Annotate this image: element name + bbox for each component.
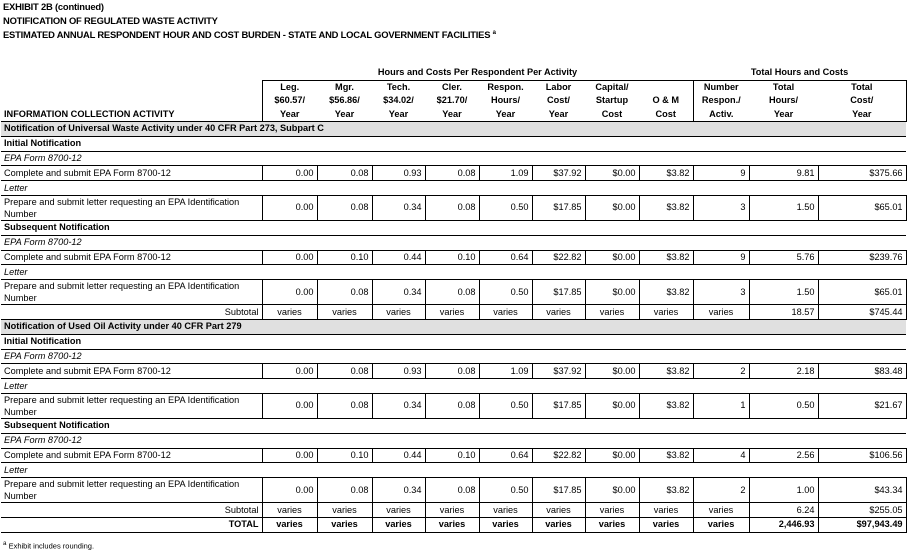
subheading-row — [1, 418, 906, 433]
cell-total-cost: $83.48 — [818, 364, 906, 379]
table-row — [1, 166, 906, 181]
cell-total-cost: $43.34 — [818, 478, 906, 503]
cell-mgr: 0.08 — [317, 478, 372, 503]
cell-total-hours: 2.56 — [749, 448, 818, 463]
column-header-number: Number — [693, 80, 749, 94]
cell-labor: $17.85 — [532, 478, 585, 503]
exhibit-label: EXHIBIT 2B (continued) — [3, 1, 104, 12]
column-header-number: Activ. — [693, 108, 749, 122]
title-footnote-marker: a — [492, 29, 496, 36]
column-header-mgr: $56.86/ — [329, 95, 360, 106]
table-row — [1, 280, 906, 305]
activity-label: Complete and submit EPA Form 8700-12 — [1, 166, 262, 181]
column-header-cler: $21.70/ — [436, 95, 468, 106]
column-header-row — [1, 108, 906, 122]
cell-mgr: varies — [317, 517, 372, 532]
subtotal-label: Subtotal — [1, 503, 262, 518]
cell-cler: varies — [425, 503, 479, 518]
cell-tech: 0.93 — [372, 364, 425, 379]
cell-cler: 0.08 — [425, 280, 479, 305]
table-title — [3, 29, 496, 40]
column-header-tech: Tech. — [386, 81, 411, 92]
cell-leg: 0.00 — [262, 364, 317, 379]
column-header-labor: Year — [548, 108, 569, 119]
column-header-om: O & M — [639, 94, 693, 108]
form-type-row — [1, 433, 906, 448]
column-header-blank — [1, 80, 262, 94]
activity-label: Prepare and submit letter requesting an EPA Identification Number — [1, 478, 262, 503]
section-title: Notification of Universal Waste Activity under 40 CFR Part 273, Subpart C — [1, 122, 906, 137]
cell-tech: varies — [372, 517, 425, 532]
form-type-row — [1, 181, 906, 196]
cell-om: $3.82 — [639, 478, 693, 503]
cell-labor: $22.82 — [532, 250, 585, 265]
cell-leg: 0.00 — [262, 250, 317, 265]
table-row — [1, 250, 906, 265]
column-header-number: Respon./ — [693, 94, 749, 108]
column-header-total-cost: Year — [818, 108, 906, 122]
cell-labor: $37.92 — [532, 166, 585, 181]
activity-label: Complete and submit EPA Form 8700-12 — [1, 364, 262, 379]
form-type-label: EPA Form 8700-12 — [1, 433, 906, 448]
totals-group-header: Total Hours and Costs — [693, 66, 906, 80]
cell-total-hours: 9.81 — [749, 166, 818, 181]
section-header-row — [1, 319, 906, 334]
cell-respon: 0.50 — [479, 393, 532, 418]
column-header-leg: $60.57/ — [262, 94, 317, 108]
notification-subheading: Subsequent Notification — [1, 220, 906, 235]
column-header-om: Cost — [639, 108, 693, 122]
cell-cler: 0.10 — [425, 448, 479, 463]
cell-mgr: varies — [317, 305, 372, 320]
activity-label: Complete and submit EPA Form 8700-12 — [1, 448, 262, 463]
form-type-label: Letter — [1, 181, 906, 196]
cell-cler: 0.08 — [425, 364, 479, 379]
cell-respon: 1.09 — [479, 166, 532, 181]
cell-mgr: 0.10 — [317, 448, 372, 463]
column-header-row — [1, 80, 906, 94]
cell-total-hours: 1.00 — [749, 478, 818, 503]
column-header-total-hours: Total — [772, 81, 795, 92]
cell-capital: varies — [585, 305, 639, 320]
document-title: NOTIFICATION OF REGULATED WASTE ACTIVITY — [3, 15, 218, 26]
cell-labor: varies — [532, 517, 585, 532]
cell-leg: 0.00 — [262, 448, 317, 463]
notification-subheading: Initial Notification — [1, 136, 906, 151]
activity-column-header: INFORMATION COLLECTION ACTIVITY — [4, 108, 175, 119]
cell-respon: varies — [479, 503, 532, 518]
cell-cler: 0.08 — [425, 478, 479, 503]
cell-number: varies — [693, 517, 749, 532]
cell-tech: 0.34 — [372, 478, 425, 503]
cell-number: 2 — [693, 478, 749, 503]
cell-labor: $17.85 — [532, 393, 585, 418]
cell-om: $3.82 — [639, 393, 693, 418]
cell-labor: $22.82 — [532, 448, 585, 463]
cell-mgr: varies — [317, 503, 372, 518]
cell-mgr: 0.08 — [317, 364, 372, 379]
cell-capital: $0.00 — [585, 448, 639, 463]
cell-labor: varies — [532, 503, 585, 518]
subtotal-row — [1, 503, 906, 518]
cell-number: 9 — [693, 166, 749, 181]
form-type-label: EPA Form 8700-12 — [1, 235, 906, 250]
cell-mgr: 0.10 — [317, 250, 372, 265]
cell-capital: varies — [585, 503, 639, 518]
form-type-label: Letter — [1, 463, 906, 478]
subtotal-row — [1, 305, 906, 320]
per-respondent-group-header: Hours and Costs Per Respondent Per Activity — [262, 66, 693, 80]
cell-leg: 0.00 — [262, 166, 317, 181]
cell-number: varies — [693, 503, 749, 518]
cell-total-hours: 1.50 — [749, 280, 818, 305]
activity-label: Prepare and submit letter requesting an EPA Identification Number — [1, 195, 262, 220]
cell-om: varies — [639, 517, 693, 532]
cell-capital: $0.00 — [585, 478, 639, 503]
cell-om: $3.82 — [639, 364, 693, 379]
cell-labor: $17.85 — [532, 195, 585, 220]
column-header-respon: Hours/ — [490, 95, 521, 106]
subtotal-label: Subtotal — [1, 305, 262, 320]
cell-number: 3 — [693, 280, 749, 305]
cell-tech: 0.93 — [372, 166, 425, 181]
cell-total-cost: $745.44 — [818, 305, 906, 320]
cell-capital: $0.00 — [585, 393, 639, 418]
activity-label: Prepare and submit letter requesting an EPA Identification Number — [1, 393, 262, 418]
cell-om: $3.82 — [639, 166, 693, 181]
total-row — [1, 517, 906, 532]
form-type-label: Letter — [1, 379, 906, 394]
cell-respon: 0.64 — [479, 448, 532, 463]
column-header-tech: Year — [388, 108, 409, 119]
cell-leg: 0.00 — [262, 280, 317, 305]
subheading-row — [1, 136, 906, 151]
column-header-labor: Labor — [545, 81, 572, 92]
form-type-row — [1, 265, 906, 280]
cell-cler: 0.10 — [425, 250, 479, 265]
cell-respon: 0.50 — [479, 195, 532, 220]
total-label: TOTAL — [1, 517, 262, 532]
cell-capital: varies — [585, 517, 639, 532]
cell-mgr: 0.08 — [317, 195, 372, 220]
cell-mgr: 0.08 — [317, 393, 372, 418]
cell-total-hours: 6.24 — [749, 503, 818, 518]
cell-leg: 0.00 — [262, 393, 317, 418]
cell-number: 4 — [693, 448, 749, 463]
column-header-capital: Cost — [601, 108, 623, 119]
cell-labor: varies — [532, 305, 585, 320]
cell-cler: 0.08 — [425, 393, 479, 418]
cell-cler: 0.08 — [425, 195, 479, 220]
column-header-leg: Year — [262, 108, 317, 122]
cell-total-cost: $97,943.49 — [818, 517, 906, 532]
cell-total-hours: 0.50 — [749, 393, 818, 418]
notification-subheading: Initial Notification — [1, 334, 906, 349]
column-header-mgr: Year — [334, 108, 355, 119]
cell-total-hours: 5.76 — [749, 250, 818, 265]
form-type-row — [1, 349, 906, 364]
cell-total-cost: $65.01 — [818, 195, 906, 220]
column-header-respon: Respon. — [487, 81, 524, 92]
form-type-row — [1, 235, 906, 250]
cell-cler: varies — [425, 305, 479, 320]
cell-capital: $0.00 — [585, 250, 639, 265]
cell-om: varies — [639, 503, 693, 518]
notification-subheading: Subsequent Notification — [1, 418, 906, 433]
cell-respon: 1.09 — [479, 364, 532, 379]
cell-capital: $0.00 — [585, 166, 639, 181]
cell-total-cost: $65.01 — [818, 280, 906, 305]
cell-tech: varies — [372, 503, 425, 518]
column-header-cler: Year — [442, 108, 462, 119]
column-header-mgr: Mgr. — [335, 81, 354, 92]
column-header-total-cost: Total — [818, 80, 906, 94]
cell-tech: 0.34 — [372, 280, 425, 305]
cell-capital: $0.00 — [585, 195, 639, 220]
form-type-label: EPA Form 8700-12 — [1, 151, 906, 166]
cell-total-cost: $239.76 — [818, 250, 906, 265]
cell-number: 2 — [693, 364, 749, 379]
cell-om: $3.82 — [639, 195, 693, 220]
cell-leg: varies — [262, 305, 317, 320]
cell-number: 1 — [693, 393, 749, 418]
table-row — [1, 195, 906, 220]
column-header-capital: Startup — [595, 95, 629, 106]
cell-tech: 0.34 — [372, 393, 425, 418]
column-header-leg: Leg. — [262, 80, 317, 94]
cell-total-hours: 2.18 — [749, 364, 818, 379]
column-header-tech: $34.02/ — [383, 95, 414, 106]
cell-leg: varies — [262, 503, 317, 518]
cell-capital: $0.00 — [585, 280, 639, 305]
cell-mgr: 0.08 — [317, 280, 372, 305]
cell-number: 3 — [693, 195, 749, 220]
column-header-blank — [1, 94, 262, 108]
form-type-row — [1, 463, 906, 478]
cell-total-cost: $375.66 — [818, 166, 906, 181]
column-header-row — [1, 94, 906, 108]
cell-tech: 0.44 — [372, 448, 425, 463]
cell-tech: 0.34 — [372, 195, 425, 220]
form-type-label: Letter — [1, 265, 906, 280]
cell-respon: 0.50 — [479, 280, 532, 305]
table-row — [1, 448, 906, 463]
cell-respon: 0.64 — [479, 250, 532, 265]
form-type-label: EPA Form 8700-12 — [1, 349, 906, 364]
cell-respon: varies — [479, 305, 532, 320]
cell-total-hours: 2,446.93 — [749, 517, 818, 532]
cell-number: 9 — [693, 250, 749, 265]
cell-om: $3.82 — [639, 280, 693, 305]
subheading-row — [1, 334, 906, 349]
cell-cler: 0.08 — [425, 166, 479, 181]
activity-label: Complete and submit EPA Form 8700-12 — [1, 250, 262, 265]
table-title-text: ESTIMATED ANNUAL RESPONDENT HOUR AND COST BURDEN - STATE AND LOCAL GOVERNMENT FACILITIES — [3, 29, 491, 40]
cell-om: varies — [639, 305, 693, 320]
section-header-row — [1, 122, 906, 137]
cell-total-hours: 1.50 — [749, 195, 818, 220]
cell-capital: $0.00 — [585, 364, 639, 379]
burden-table — [1, 66, 907, 533]
column-header-total-hours: Hours/ — [768, 95, 799, 106]
footnote-text: Exhibit includes rounding. — [8, 541, 95, 551]
cell-om: $3.82 — [639, 448, 693, 463]
cell-number: varies — [693, 305, 749, 320]
cell-total-cost: $106.56 — [818, 448, 906, 463]
cell-leg: varies — [262, 517, 317, 532]
footnote — [3, 540, 94, 551]
cell-labor: $37.92 — [532, 364, 585, 379]
form-type-row — [1, 151, 906, 166]
column-header-om — [639, 80, 693, 94]
column-header-total-cost: Cost/ — [818, 94, 906, 108]
cell-mgr: 0.08 — [317, 166, 372, 181]
table-row — [1, 364, 906, 379]
cell-total-hours: 18.57 — [749, 305, 818, 320]
cell-leg: 0.00 — [262, 478, 317, 503]
activity-label: Prepare and submit letter requesting an EPA Identification Number — [1, 280, 262, 305]
cell-cler: varies — [425, 517, 479, 532]
cell-respon: varies — [479, 517, 532, 532]
cell-tech: varies — [372, 305, 425, 320]
cell-total-cost: $21.67 — [818, 393, 906, 418]
form-type-row — [1, 379, 906, 394]
cell-total-cost: $255.05 — [818, 503, 906, 518]
cell-respon: 0.50 — [479, 478, 532, 503]
cell-om: $3.82 — [639, 250, 693, 265]
column-header-total-hours: Year — [773, 108, 794, 119]
cell-tech: 0.44 — [372, 250, 425, 265]
cell-leg: 0.00 — [262, 195, 317, 220]
column-header-respon: Year — [495, 108, 516, 119]
column-header-capital: Capital/ — [595, 81, 629, 92]
cell-labor: $17.85 — [532, 280, 585, 305]
footnote-marker: a — [3, 540, 7, 547]
table-row — [1, 393, 906, 418]
section-title: Notification of Used Oil Activity under 40 CFR Part 279 — [1, 319, 906, 334]
subheading-row — [1, 220, 906, 235]
column-header-labor: Cost/ — [547, 95, 570, 106]
table-row — [1, 478, 906, 503]
column-header-cler: Cler. — [442, 81, 462, 92]
